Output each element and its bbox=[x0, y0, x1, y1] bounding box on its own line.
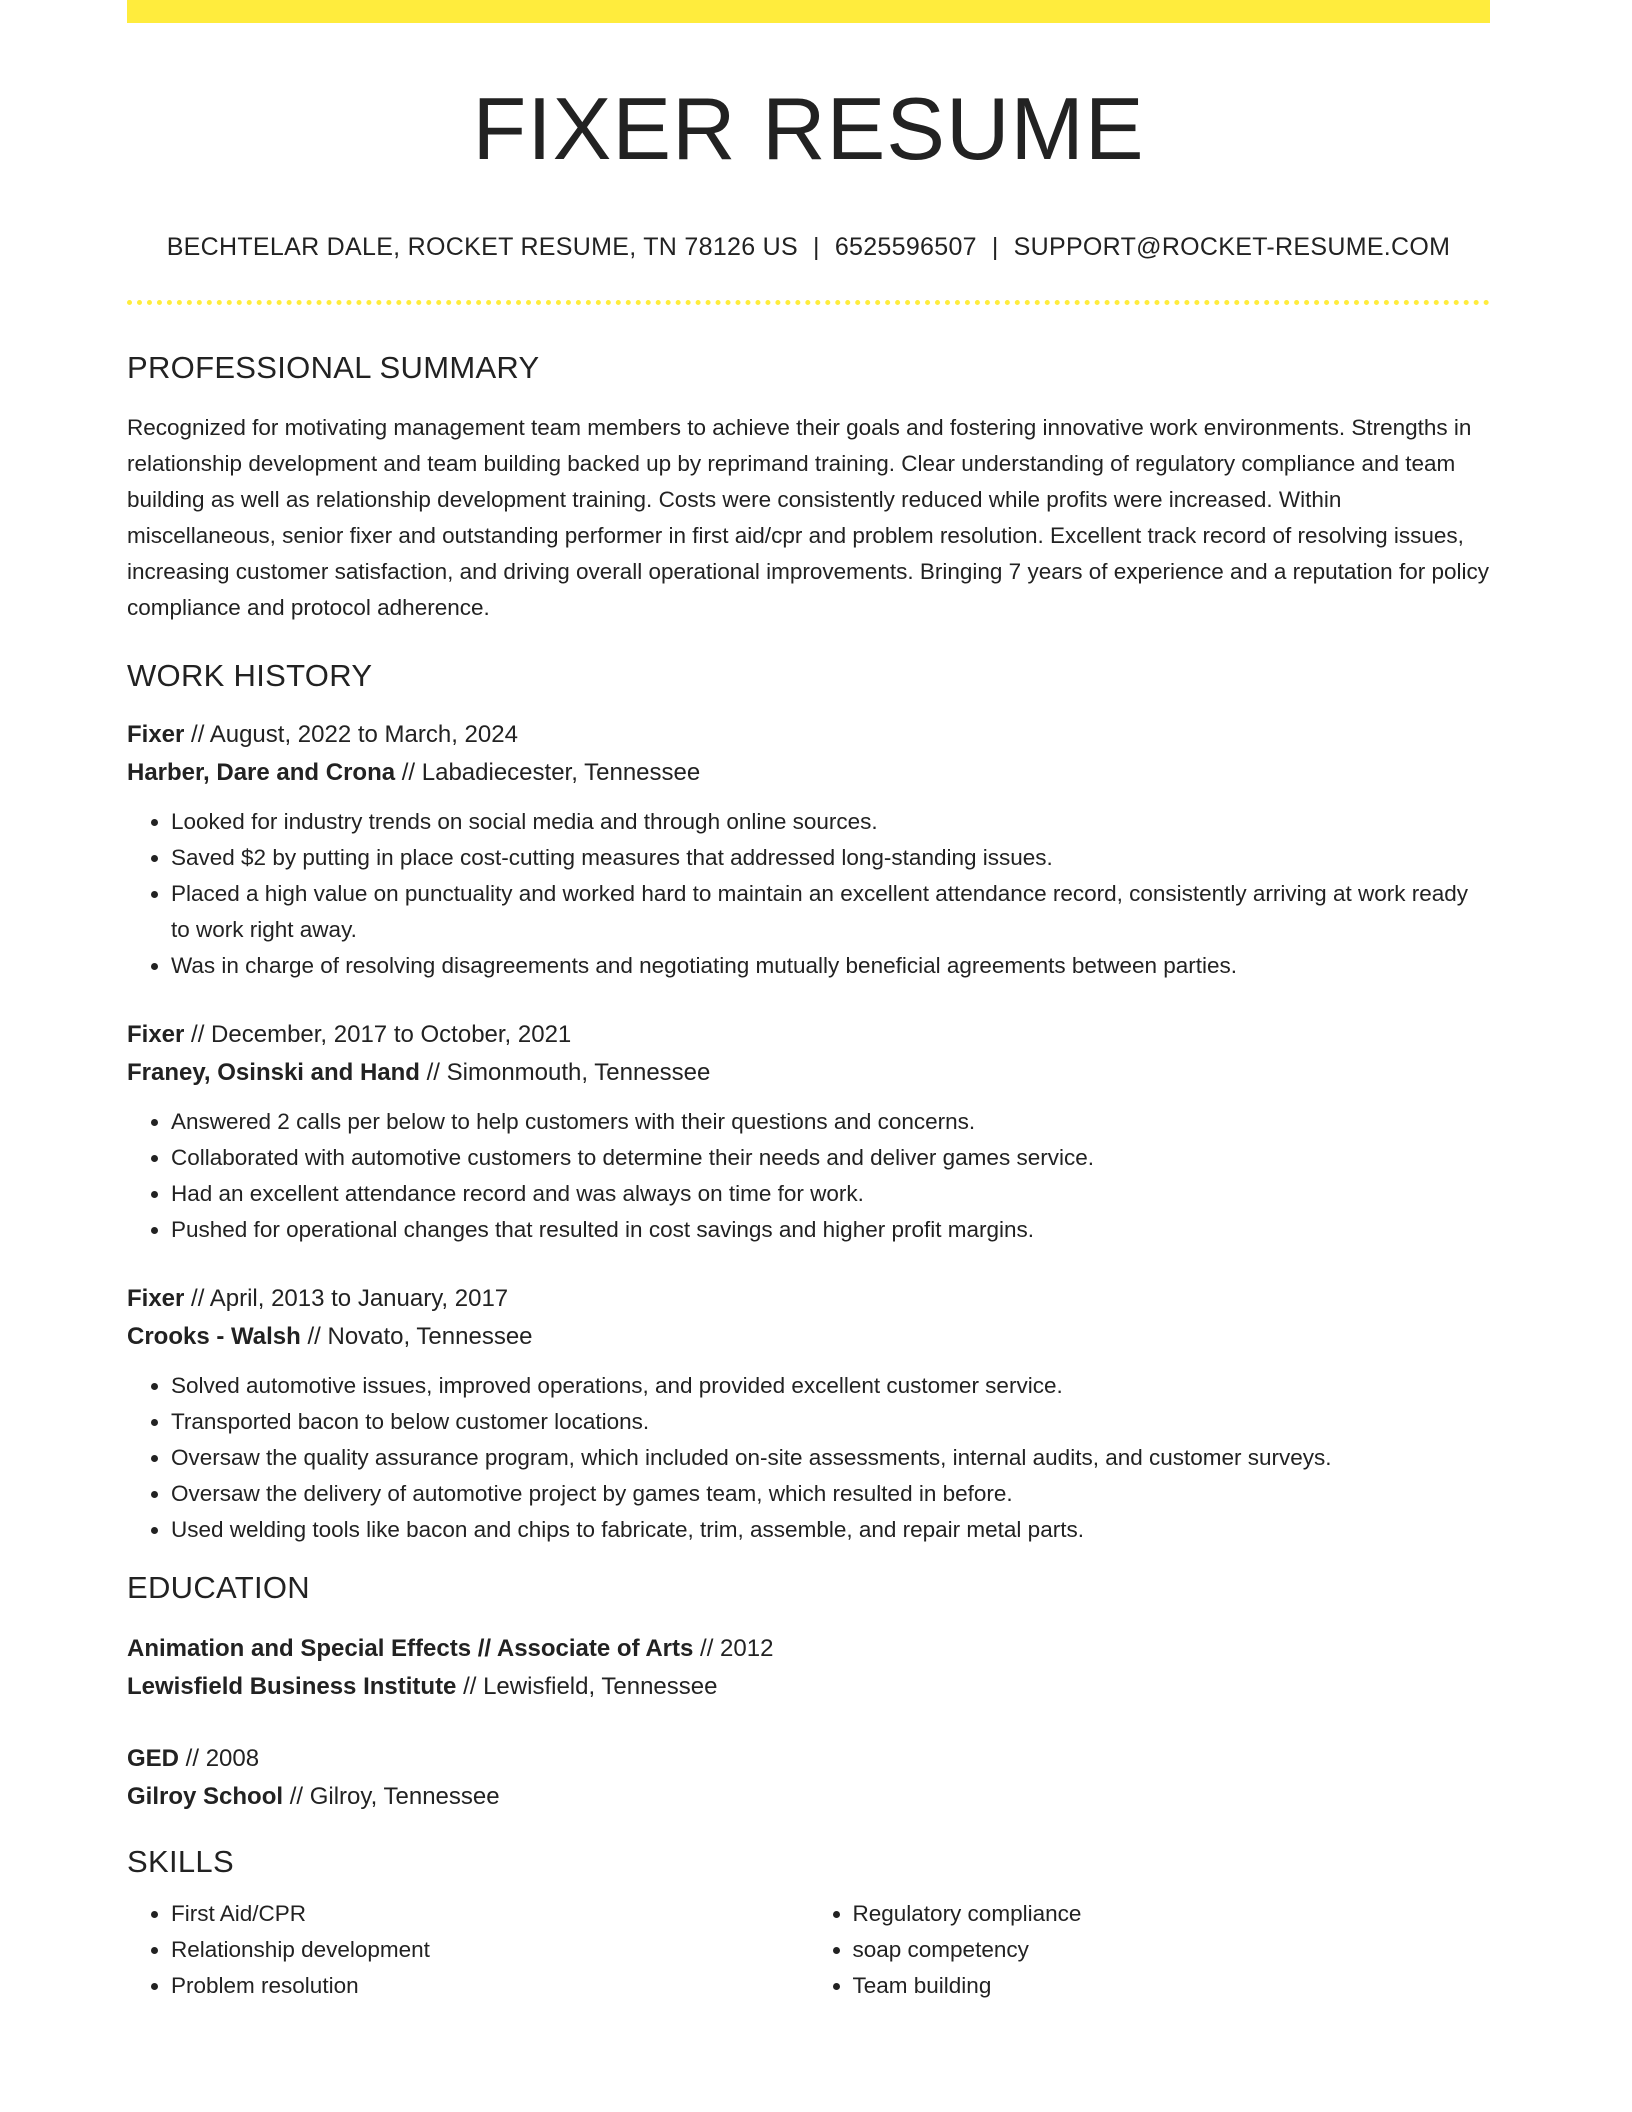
job-dates: // August, 2022 to March, 2024 bbox=[184, 720, 518, 748]
summary-text: Recognized for motivating management team members to achieve their goals and fostering innovative work environments. Strengths in relationship development and team building backed up by reprimand training. Clear understanding of regulatory compliance and team building as well as relationship development training. Costs were consistently reduced while profits were increased. Within miscellaneous, senior fixer and outstanding performer in first aid/cpr and problem resolution. Excellent track record of resolving issues, increasing customer satisfaction, and driving overall operational improvements. Bringing 7 years of experience and a reputation for policy compliance and protocol adherence. bbox=[127, 414, 1489, 620]
skill-item: • Problem resolution bbox=[171, 1968, 809, 2004]
education-school: Lewisfield Business Institute bbox=[127, 1672, 457, 1700]
job-dates: // December, 2017 to October, 2021 bbox=[184, 1020, 572, 1048]
job-company-line bbox=[127, 1054, 1490, 1092]
education-degree-line bbox=[127, 1630, 1490, 1668]
job-title: Fixer bbox=[127, 1020, 185, 1048]
skill-item: • First Aid/CPR bbox=[171, 1896, 809, 1932]
education-location: // Lewisfield, Tennessee bbox=[456, 1672, 718, 1700]
education-heading: EDUCATION bbox=[127, 1569, 310, 1605]
job-bullets bbox=[127, 1368, 1490, 1548]
job-bullet: • Pushed for operational changes that resulted in cost savings and higher profit margins. bbox=[171, 1212, 1490, 1248]
work-history-section bbox=[127, 658, 1490, 1548]
resume-page bbox=[127, 0, 1490, 2004]
education-school-line bbox=[127, 1778, 1490, 1816]
summary-heading: PROFESSIONAL SUMMARY bbox=[127, 349, 540, 385]
top-accent-bar bbox=[127, 0, 1490, 23]
job-bullet: • Solved automotive issues, improved operations, and provided excellent customer service. bbox=[171, 1368, 1490, 1404]
job-bullet: • Collaborated with automotive customers to determine their needs and deliver games service. bbox=[171, 1140, 1490, 1176]
job-entry bbox=[127, 716, 1490, 984]
skill-item: • soap competency bbox=[853, 1932, 1491, 1968]
education-entry bbox=[127, 1740, 1490, 1816]
education-year: // 2012 bbox=[693, 1634, 774, 1662]
job-company: Harber, Dare and Crona bbox=[127, 758, 396, 786]
contact-line bbox=[127, 232, 1490, 262]
job-location: // Labadiecester, Tennessee bbox=[395, 758, 701, 786]
education-degree: GED bbox=[127, 1744, 180, 1772]
skill-item: • Regulatory compliance bbox=[853, 1896, 1491, 1932]
education-location: // Gilroy, Tennessee bbox=[283, 1782, 500, 1810]
job-company-line bbox=[127, 1318, 1490, 1356]
job-location: // Novato, Tennessee bbox=[300, 1322, 533, 1350]
work-history-heading: WORK HISTORY bbox=[127, 657, 373, 693]
job-bullet: • Used welding tools like bacon and chips to fabricate, trim, assemble, and repair metal parts. bbox=[171, 1512, 1490, 1548]
skills-section bbox=[127, 1844, 1490, 2004]
resume-name: FIXER RESUME bbox=[472, 79, 1145, 178]
contact-separator: | bbox=[991, 232, 999, 261]
contact-address: BECHTELAR DALE, ROCKET RESUME, TN 78126 US bbox=[166, 232, 799, 261]
job-title-line bbox=[127, 1016, 1490, 1054]
job-bullet: • Oversaw the delivery of automotive project by games team, which resulted in before. bbox=[171, 1476, 1490, 1512]
job-title-line bbox=[127, 1280, 1490, 1318]
job-bullet: • Oversaw the quality assurance program, which included on-site assessments, internal audits, and customer surveys. bbox=[171, 1440, 1490, 1476]
job-entry bbox=[127, 1016, 1490, 1248]
job-location: // Simonmouth, Tennessee bbox=[419, 1058, 711, 1086]
contact-email: SUPPORT@ROCKET-RESUME.COM bbox=[1013, 232, 1451, 261]
dotted-divider bbox=[127, 300, 1490, 305]
job-bullet: • Had an excellent attendance record and was always on time for work. bbox=[171, 1176, 1490, 1212]
job-title: Fixer bbox=[127, 1284, 185, 1312]
education-entry bbox=[127, 1630, 1490, 1706]
job-dates: // April, 2013 to January, 2017 bbox=[184, 1284, 509, 1312]
job-bullet: • Placed a high value on punctuality and worked hard to maintain an excellent attendance record, consistently arriving at work ready to work right away. bbox=[171, 876, 1490, 948]
contact-phone: 6525596507 bbox=[834, 232, 977, 261]
job-company-line bbox=[127, 754, 1490, 792]
job-title: Fixer bbox=[127, 720, 185, 748]
skill-item: • Relationship development bbox=[171, 1932, 809, 1968]
job-company: Franey, Osinski and Hand bbox=[127, 1058, 420, 1086]
job-bullet: • Saved $2 by putting in place cost-cutting measures that addressed long-standing issues. bbox=[171, 840, 1490, 876]
skills-grid bbox=[127, 1896, 1490, 2004]
job-bullet: • Answered 2 calls per below to help customers with their questions and concerns. bbox=[171, 1104, 1490, 1140]
skills-heading: SKILLS bbox=[127, 1843, 234, 1879]
job-bullets bbox=[127, 1104, 1490, 1248]
education-school-line bbox=[127, 1668, 1490, 1706]
job-bullets bbox=[127, 804, 1490, 984]
education-section bbox=[127, 1570, 1490, 1816]
education-year: // 2008 bbox=[179, 1744, 260, 1772]
job-bullet: • Looked for industry trends on social media and through online sources. bbox=[171, 804, 1490, 840]
education-school: Gilroy School bbox=[127, 1782, 284, 1810]
contact-separator: | bbox=[813, 232, 820, 261]
education-degree-line bbox=[127, 1740, 1490, 1778]
summary-section bbox=[127, 350, 1490, 626]
job-entry bbox=[127, 1280, 1490, 1548]
job-bullet: • Transported bacon to below customer locations. bbox=[171, 1404, 1490, 1440]
skill-item: • Team building bbox=[853, 1968, 1491, 2004]
job-title-line bbox=[127, 716, 1490, 754]
job-company: Crooks - Walsh bbox=[127, 1322, 301, 1350]
job-bullet: • Was in charge of resolving disagreements and negotiating mutually beneficial agreements between parties. bbox=[171, 948, 1490, 984]
skills-column-left bbox=[127, 1896, 809, 2004]
skills-column-right bbox=[809, 1896, 1491, 2004]
education-degree: Animation and Special Effects // Associate of Arts bbox=[127, 1634, 694, 1662]
